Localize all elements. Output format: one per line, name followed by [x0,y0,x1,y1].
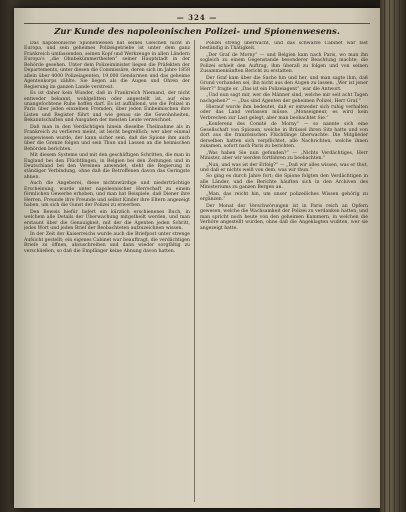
paragraph: „Der Graf de Morny“ — und Belgien kam nach Paris, wo man ihn sogleich zu einem Gegenstande besonderer Beachtung machte; die Polizei erhielt den Auftrag, ihm überall zu folgen und von seinen Zusammenkünften Bericht zu erstatten. [200,52,368,75]
paragraph: Hierauf wurde ihm bedeutet, daß er entweder sich ruhig verhalten oder das Land verlassen müsse. „Monseigneur, es wird kein Verbrechen zur Last gelegt, aber man beobachtet Sie.“ [200,104,368,121]
page-edge-line [399,0,400,512]
paragraph: „Was haben Sie nun gefunden?“ — „Nichts Verdächtiges, Herr Minister, aber wir werden fortfahren zu beobachten.“ [200,150,368,162]
paragraph: Daß man in den Verdächtigen hinein dieselbe Theilnahme als in Frankreich zu verlieren meint, ist leicht begreiflich; wer aber einmal ausgewiesen wurde, der kann sicher sein, daß die Spione ihm auch über die Grenze folgen und sein Thun und Lassen an die heimischen Behörden berichten. [24,124,190,152]
page-edge-line [384,0,385,512]
right-column [200,41,368,501]
paragraph: „Man, das reicht hin, um unser polizeiliches Wissen gehörig zu ergänzen.“ [200,191,368,203]
paragraph: Mit diesem Systeme und mit den geschäftigen Schritten, die man in England bei den Flüchtlingen, in Belgien bei den Zeitungen und in Deutschland bei den Vereinen anwendet, steht die Regierung in ständiger Verbindung, ohne daß die Betroffenen davon das Geringste ahnen. [24,153,190,180]
paragraph: Polizei streng überwacht, und das schwarze Cabinet war fast beständig in Thätigkeit. [200,41,368,52]
left-column [24,41,190,501]
header-rule [24,23,370,24]
paragraph: Das napoleonische Spionenwesen hat seines Gleichen nicht in Europa, und sein geheimes Polizeigetriebe ist unter dem ganz Frankreich umfassenden, seinen Kopf und Werkzeuge in allen Ländern Europa's „die Ohnbekümmertheiten” seiner Hauptstadt in der Behörde gesehen. Unter dem Polizeiminister liegen die Präfekten der Departements, unter diesen die Commissäre, deren sich im Jahre 1858 allein über 4000 Polizeiagenten, 19,000 Gendarmen und das geheime Agentenkorps zählte. Sie liegen als die Augen und Ohren der Regierung im ganzen Lande verstreut. [24,41,190,90]
book-page-edges [380,0,406,512]
column-divider [194,40,195,502]
paragraph: In der Zeit der Kaiserreichs wurde auch die Briefpost unter strenge Aufsicht gestellt; ein eigenes Cabinet war beauftragt, die verdächtigen Briefe zu öffnen, abzuschreiben und dann wieder sorgfältig zu verschließen, so daß die Empfänger keine Ahnung davon hatten. [24,232,190,254]
paragraph: Der Graf kam über die Sache hin und her, und man sagte ihm, daß Grund vorhanden sei, ihn nicht aus den Augen zu lassen. „Wer ist jener Herr?“ fragte er. „Das ist ein Polizeiagent“, war die Antwort. [200,75,368,92]
article-heading: Zur Kunde des napoleonischen Polizei- und Spionenwesens. [54,27,340,37]
paragraph: So ging es durch Jahre fort; die Spione folgten den Verdächtigen in alle Länder, und die Berichte häuften sich in den Archiven des Ministeriums zu ganzen Bergen an. [200,174,368,191]
paragraph: Es ist daher kein Wunder, daß in Frankreich Niemand, der nicht entweder bekannt, wohlgelitten oder angestellt ist, auf eine unangefochtene Ruhe hoffen darf. Es ist auffallend, wie die Polizei in Paris über jeden einzelnen Fremden, über jeden Einheimischen ihre Listen und Register führt und wie genau sie die Gewohnheiten, Bekanntschaften und Ausgaben der meisten Leute verzeichnet. [24,91,190,124]
paragraph: „Nun, und was ist der Erfolg?“ — „Daß wir alles wissen, was er thut, und daß er nichts weiß von dem, was wir thun.“ [200,162,368,173]
paragraph: „Und nun sagt mir, wer die Männer sind, welche mir seit acht Tagen nachgehen?“ — „Das sind Agenten der geheimen Polizei, Herr Graf.“ [200,93,368,104]
paragraph: „Konferenz des Comité de Morny“ — so nannte sich eine Gesellschaft von Spionen, welche in Brüssel ihren Sitz hatte und von dort aus die französischen Flüchtlinge überwachte. Die Mitglieder derselben hatten sich verpflichtet, alle Nachrichten, welche ihnen zukamen, sofort nach Paris zu berichten. [200,122,368,150]
paragraph: Der Monat der Verschwörungen ist in Paris reich an Opfern gewesen, welche die Wachsamkeit der Polizei zu verdanken hatten, und man spricht noch heute von den geheimen Kammern, in welchen die Verhöre angestellt wurden, ohne daß die Angeklagten wußten, wer sie angezeigt hatte. [200,203,368,231]
page-number: — 324 — [176,13,218,22]
page-edge-line [394,0,395,512]
page-edge-line [389,0,390,512]
paragraph: Auch die Angeberei, diese nichtswürdige und niederträchtige Erscheinung, wurde unter napoleonischer Herrschaft zu einem förmlichen Gewerbe erhoben, und man hat Beispiele, daß Diener ihre Herren, Freunde ihre Freunde und selbst Kinder ihre Eltern angezeigt haben, um sich die Gunst der Polizei zu erwerben. [24,181,190,209]
document-page [14,8,380,508]
paragraph: Den Beweis hiefür liefert ein kürzlich erschienenes Buch, in welchem alle Details der Überwachung mitgetheilt werden, und man erstaunt über die Genauigkeit, mit der die Agenten jeden Schritt, jedes Wort und jeden Brief der Beobachteten aufzuzeichnen wissen. [24,209,190,231]
